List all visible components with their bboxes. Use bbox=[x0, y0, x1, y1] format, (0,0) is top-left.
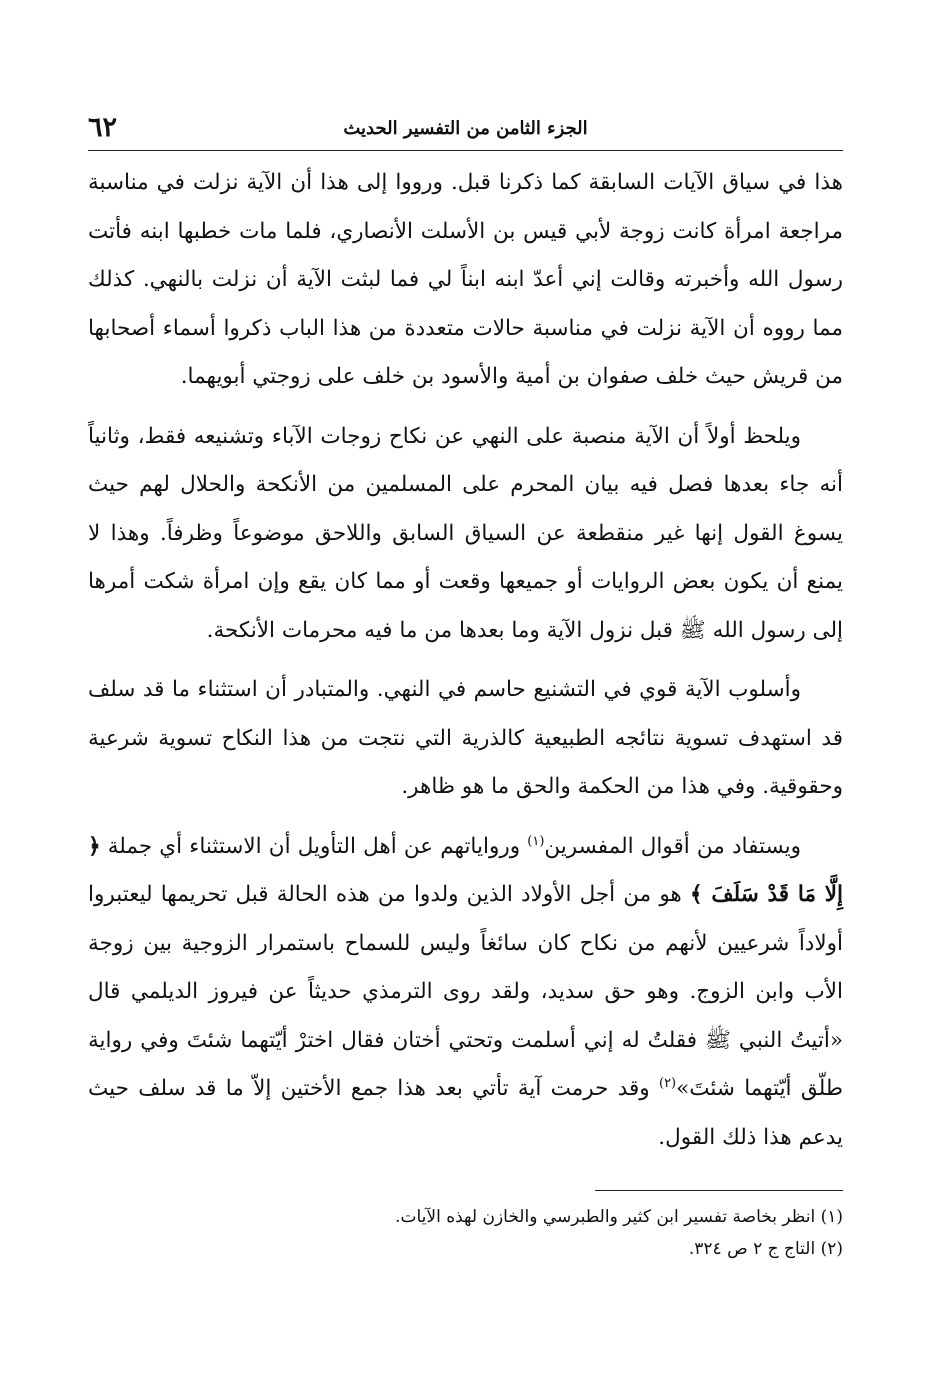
page-number: ٦٢ bbox=[88, 112, 118, 143]
footnote-separator bbox=[595, 1190, 843, 1191]
footnote-reference-1[interactable]: (١) bbox=[527, 833, 545, 849]
footnote-text: انظر بخاصة تفسير ابن كثير والطبرسي والخازن لهذه الآيات. bbox=[395, 1207, 816, 1227]
paragraph-2-text: ويلحظ أولاً أن الآية منصبة على النهي عن نكاح زوجات الآباء وتشنيعه فقط، وثانياً أنه جاء بعدها فصل فيه بيان المحرم على المسلمين من الأنكحة والحلال لهم حيث يسوغ القول إنها غير منقطعة عن السياق السابق واللاحق موضوعاً وظرفاً. وهذا لا يمنع أن يكون بعض الروايات أو جميعها وقعت أو مما كان يقع وإن امرأة شكت أمرها إلى رسول الله ﷺ قبل نزول الآية وما بعدها من ما فيه محرمات الأنكحة. bbox=[88, 423, 843, 643]
paragraph-3 bbox=[88, 666, 843, 812]
footnote-marker: (٢) bbox=[820, 1239, 843, 1259]
footnotes bbox=[88, 1201, 843, 1265]
page-body bbox=[88, 159, 843, 1162]
paragraph-3-text: وأسلوب الآية قوي في التشنيع حاسم في النهي. والمتبادر أن استثناء ما قد سلف قد استهدف تسوية نتائجه الطبيعية كالذرية التي نتجت من هذا النكاح تسوية شرعية وحقوقية. وفي هذا من الحكمة والحق ما هو ظاهر. bbox=[88, 677, 843, 799]
footnote-marker: (١) bbox=[820, 1207, 843, 1227]
paragraph-4-part-2: ورواياتهم عن أهل التأويل أن الاستثناء أي جملة bbox=[100, 833, 528, 859]
book-page bbox=[88, 110, 843, 1265]
footnote-reference-2[interactable]: (٢) bbox=[658, 1075, 677, 1091]
paragraph-4-part-3: هو من أجل الأولاد الذين ولدوا من هذه الحالة قبل تحريمها ليعتبروا أولاداً شرعيين لأنهم من نكاح كان سائغاً وليس للسماح باستمرار الزوجية بين زوجة الأب وابن الزوج. وهو حق سديد، ولقد روى الترمذي حديثاً عن فيروز الديلمي قال «أتيتُ النبي ﷺ فقلتُ له إني أسلمت وتحتي أختان فقال اخترْ أيّتهما شئتَ وفي رواية طلّق أيّتهما شئتَ» bbox=[88, 882, 844, 1101]
paragraph-1-text: هذا في سياق الآيات السابقة كما ذكرنا قبل. ورووا إلى هذا أن الآية نزلت في مناسبة مراجعة امرأة كانت زوجة لأبي قيس بن الأسلت الأنصاري، فلما مات خطبها ابنه فأتت رسول الله وأخبرته وقالت إني أعدّ ابنه ابناً لي فما لبثت الآية أن نزلت بالنهي. كذلك مما رووه أن الآية نزلت في مناسبة حالات متعددة من هذا الباب ذكروا أسماء أصحابها من قريش حيث خلف صفوان بن أمية والأسود بن خلف على زوجتي أبويهما. bbox=[88, 170, 843, 389]
paragraph-4 bbox=[88, 823, 843, 1163]
running-title: الجزء الثامن من التفسير الحديث bbox=[343, 118, 588, 139]
paragraph-2 bbox=[88, 413, 843, 656]
paragraph-4-part-1: ويستفاد من أقوال المفسرين bbox=[544, 833, 801, 859]
quran-quote: ﴿ إِلَّا مَا قَدْ سَلَفَ ﴾ bbox=[88, 833, 843, 907]
footnote-2 bbox=[88, 1233, 843, 1265]
paragraph-4-part-4: وقد حرمت آية تأتي بعد هذا جمع الأختين إلاّ ما قد سلف حيث يدعم هذا ذلك القول. bbox=[88, 1076, 843, 1150]
footnote-text: التاج ج ٢ ص ٣٢٤. bbox=[688, 1239, 816, 1259]
page-header bbox=[88, 110, 843, 151]
footnote-1 bbox=[88, 1201, 843, 1233]
paragraph-1 bbox=[88, 159, 843, 402]
